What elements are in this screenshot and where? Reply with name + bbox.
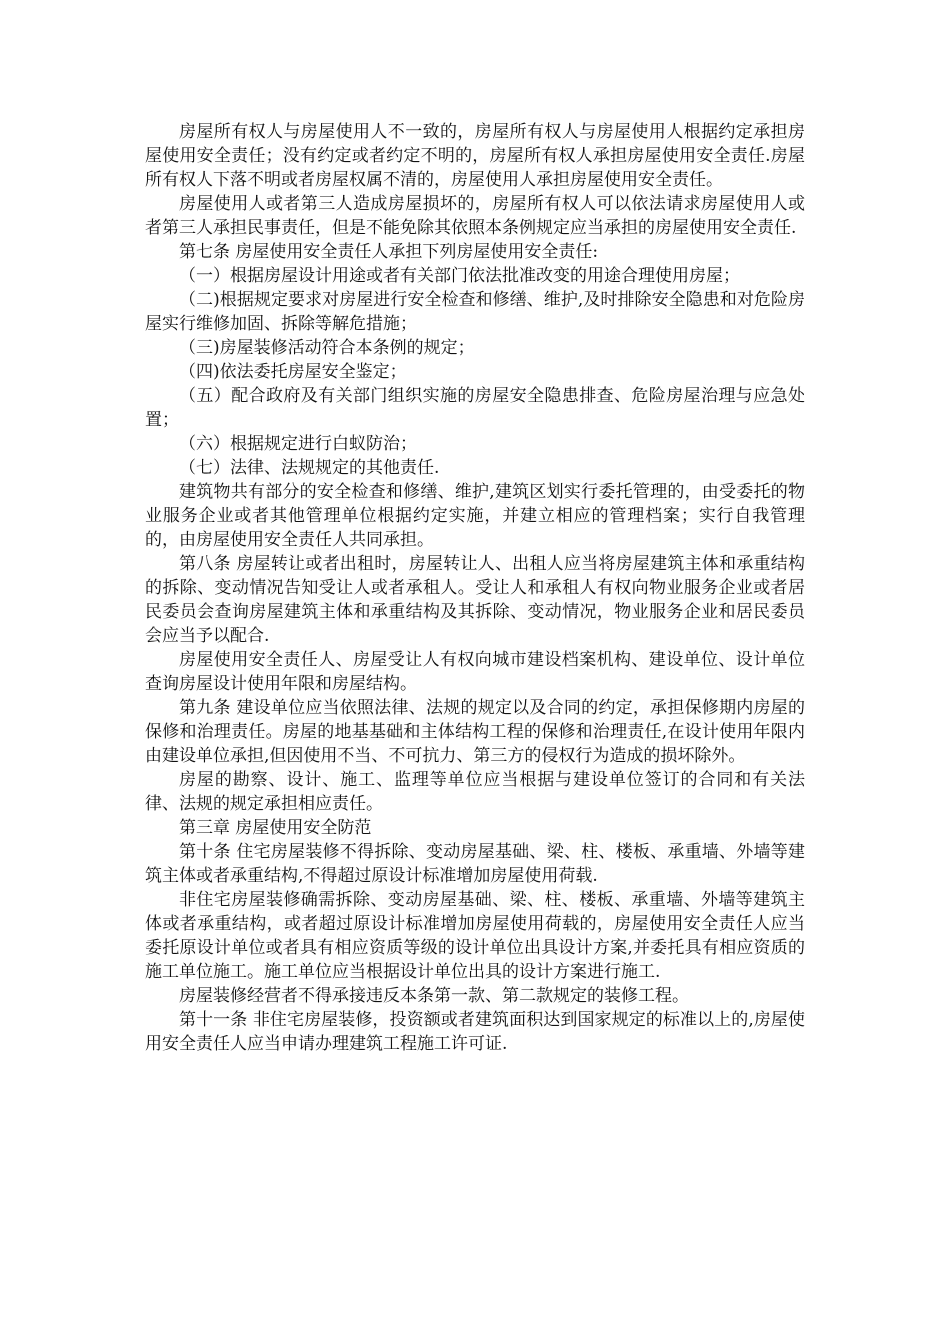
article-7-item-2: （二)根据规定要求对房屋进行安全检查和修缮、维护,及时排除安全隐患和对危险房屋实行维修加固、拆除等解危措施； bbox=[145, 290, 805, 334]
article-7-item-3: （三)房屋装修活动符合本条例的规定； bbox=[179, 338, 475, 358]
paragraph-operators: 房屋装修经营者不得承接违反本条第一款、第二款规定的装修工程。 bbox=[179, 986, 689, 1006]
article-7-item-7: （七）法律、法规规定的其他责任. bbox=[179, 458, 440, 478]
paragraph-1: 房屋所有权人与房屋使用人不一致的，房屋所有权人与房屋使用人根据约定承担房屋使用安全责任；没有约定或者约定不明的，房屋所有权人承担房屋使用安全责任.房屋所有权人下落不明或者房屋权属不清的，房屋使用人承担房屋使用安全责任。 bbox=[145, 122, 805, 190]
article-7-item-5: （五）配合政府及有关部门组织实施的房屋安全隐患排查、危险房屋治理与应急处置； bbox=[145, 386, 805, 430]
paragraph-survey-units: 房屋的勘察、设计、施工、监理等单位应当根据与建设单位签订的合同和有关法律、法规的规定承担相应责任。 bbox=[145, 770, 805, 814]
paragraph-2: 房屋使用人或者第三人造成房屋损坏的，房屋所有权人可以依法请求房屋使用人或者第三人承担民事责任，但是不能免除其依照本条例规定应当承担的房屋使用安全责任. bbox=[145, 194, 805, 238]
paragraph-inquiry-rights: 房屋使用安全责任人、房屋受让人有权向城市建设档案机构、建设单位、设计单位查询房屋设计使用年限和房屋结构。 bbox=[145, 650, 805, 694]
paragraph-common-parts: 建筑物共有部分的安全检查和修缮、维护,建筑区划实行委托管理的，由受委托的物业服务企业或者其他管理单位根据约定实施，并建立相应的管理档案；实行自我管理的，由房屋使用安全责任人共同承担。 bbox=[145, 482, 805, 550]
article-8: 第八条 房屋转让或者出租时，房屋转让人、出租人应当将房屋建筑主体和承重结构的拆除、变动情况告知受让人或者承租人。受让人和承租人有权向物业服务企业或者居民委员会查询房屋建筑主体和承重结构及其拆除、变动情况，物业服务企业和居民委员会应当予以配合. bbox=[145, 554, 805, 646]
article-7-item-1: （一）根据房屋设计用途或者有关部门依法批准改变的用途合理使用房屋； bbox=[179, 266, 740, 286]
article-7-heading: 第七条 房屋使用安全责任人承担下列房屋使用安全责任: bbox=[179, 242, 599, 262]
article-7-item-6: （六）根据规定进行白蚁防治； bbox=[179, 434, 417, 454]
article-11: 第十一条 非住宅房屋装修，投资额或者建筑面积达到国家规定的标准以上的,房屋使用安全责任人应当申请办理建筑工程施工许可证. bbox=[145, 1010, 805, 1054]
document-body bbox=[145, 120, 805, 1056]
article-7-item-4: （四)依法委托房屋安全鉴定； bbox=[179, 362, 407, 382]
paragraph-non-residential: 非住宅房屋装修确需拆除、变动房屋基础、梁、柱、楼板、承重墙、外墙等建筑主体或者承重结构，或者超过原设计标准增加房屋使用荷载的，房屋使用安全责任人应当委托原设计单位或者具有相应资质等级的设计单位出具设计方案,并委托具有相应资质的施工单位施工。施工单位应当根据设计单位出具的设计方案进行施工. bbox=[145, 890, 805, 982]
article-9: 第九条 建设单位应当依照法律、法规的规定以及合同的约定，承担保修期内房屋的保修和治理责任。房屋的地基基础和主体结构工程的保修和治理责任,在设计使用年限内由建设单位承担,但因使用不当、不可抗力、第三方的侵权行为造成的损坏除外。 bbox=[145, 698, 805, 766]
article-10: 第十条 住宅房屋装修不得拆除、变动房屋基础、梁、柱、楼板、承重墙、外墙等建筑主体或者承重结构,不得超过原设计标准增加房屋使用荷载. bbox=[145, 842, 805, 886]
chapter-3-heading: 第三章 房屋使用安全防范 bbox=[179, 818, 372, 838]
